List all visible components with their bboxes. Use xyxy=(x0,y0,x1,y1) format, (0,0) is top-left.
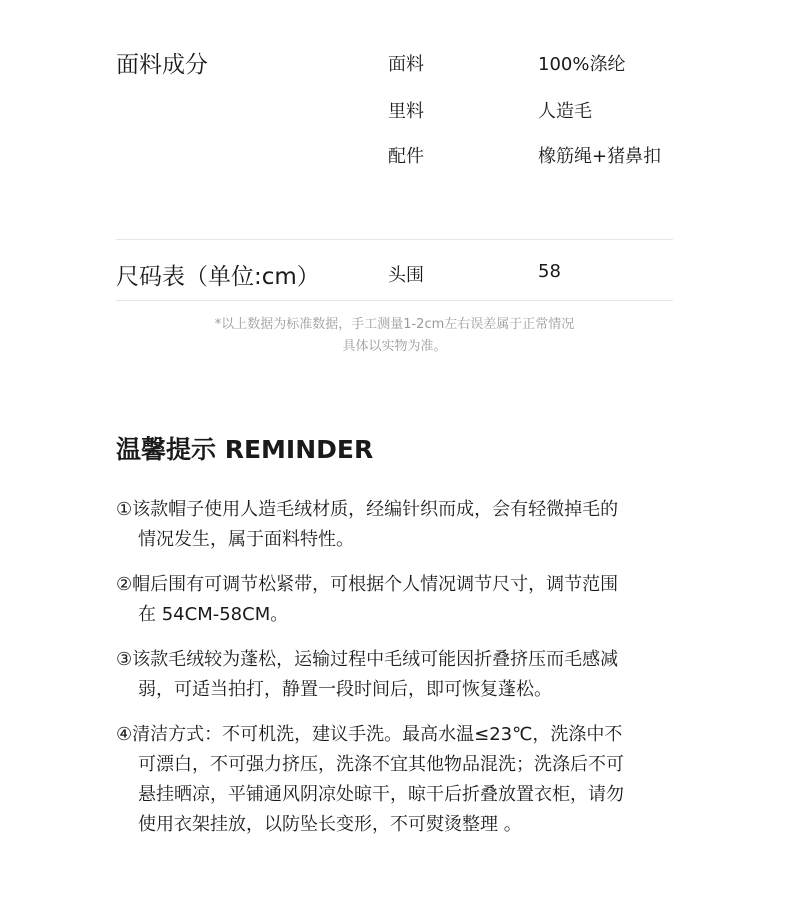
divider-top xyxy=(116,239,673,240)
reminder-item-4 xyxy=(116,720,676,840)
fabric-section-title: 面料成分 xyxy=(116,52,208,78)
fabric-row-label-accessory: 配件 xyxy=(388,146,424,167)
reminder-item-2-line-1: ②帽后围有可调节松紧带，可根据个人情况调节尺寸，调节范围 xyxy=(116,574,619,595)
size-label-head-circumference: 头围 xyxy=(388,265,424,286)
reminder-item-4-line-2: 可漂白，不可强力挤压，洗涤不宜其他物品混洗；洗涤后不可 xyxy=(138,754,624,775)
size-section-title: 尺码表（单位:cm） xyxy=(116,264,320,290)
fabric-row-label-lining: 里料 xyxy=(388,101,424,122)
size-note xyxy=(116,314,673,358)
reminder-item-2 xyxy=(116,570,676,630)
reminder-item-1-line-1: ①该款帽子使用人造毛绒材质，经编针织而成，会有轻微掉毛的 xyxy=(116,499,619,520)
reminder-item-3-line-2: 弱，可适当拍打，静置一段时间后，即可恢复蓬松。 xyxy=(138,679,552,700)
reminder-item-3 xyxy=(116,645,676,705)
reminder-item-1 xyxy=(116,495,676,555)
reminder-item-4-line-1: ④清洁方式：不可机洗，建议手洗。最高水温≤23℃，洗涤中不 xyxy=(116,724,623,745)
reminder-item-4-line-3: 悬挂晒凉，平铺通风阴凉处晾干，晾干后折叠放置衣柜，请勿 xyxy=(138,784,624,805)
fabric-row-value-outer: 100%涤纶 xyxy=(538,54,626,75)
fabric-row-label-outer: 面料 xyxy=(388,54,424,75)
reminder-item-4-line-4: 使用衣架挂放，以防坠长变形，不可熨烫整理 。 xyxy=(138,814,522,835)
size-note-line-1: *以上数据为标准数据，手工测量1-2cm左右误差属于正常情况 xyxy=(214,317,575,332)
reminder-item-3-line-1: ③该款毛绒较为蓬松，运输过程中毛绒可能因折叠挤压而毛感减 xyxy=(116,649,619,670)
fabric-row-value-accessory: 橡筋绳+猪鼻扣 xyxy=(538,146,662,167)
reminder-title: 温馨提示 REMINDER xyxy=(116,435,374,464)
reminder-item-2-line-2: 在 54CM-58CM。 xyxy=(138,604,289,625)
divider-bottom xyxy=(116,300,673,301)
fabric-row-value-lining: 人造毛 xyxy=(538,101,592,122)
size-note-line-2: 具体以实物为准。 xyxy=(342,339,447,354)
reminder-item-1-line-2: 情况发生，属于面料特性。 xyxy=(138,529,354,550)
size-value-head-circumference: 58 xyxy=(538,261,561,282)
